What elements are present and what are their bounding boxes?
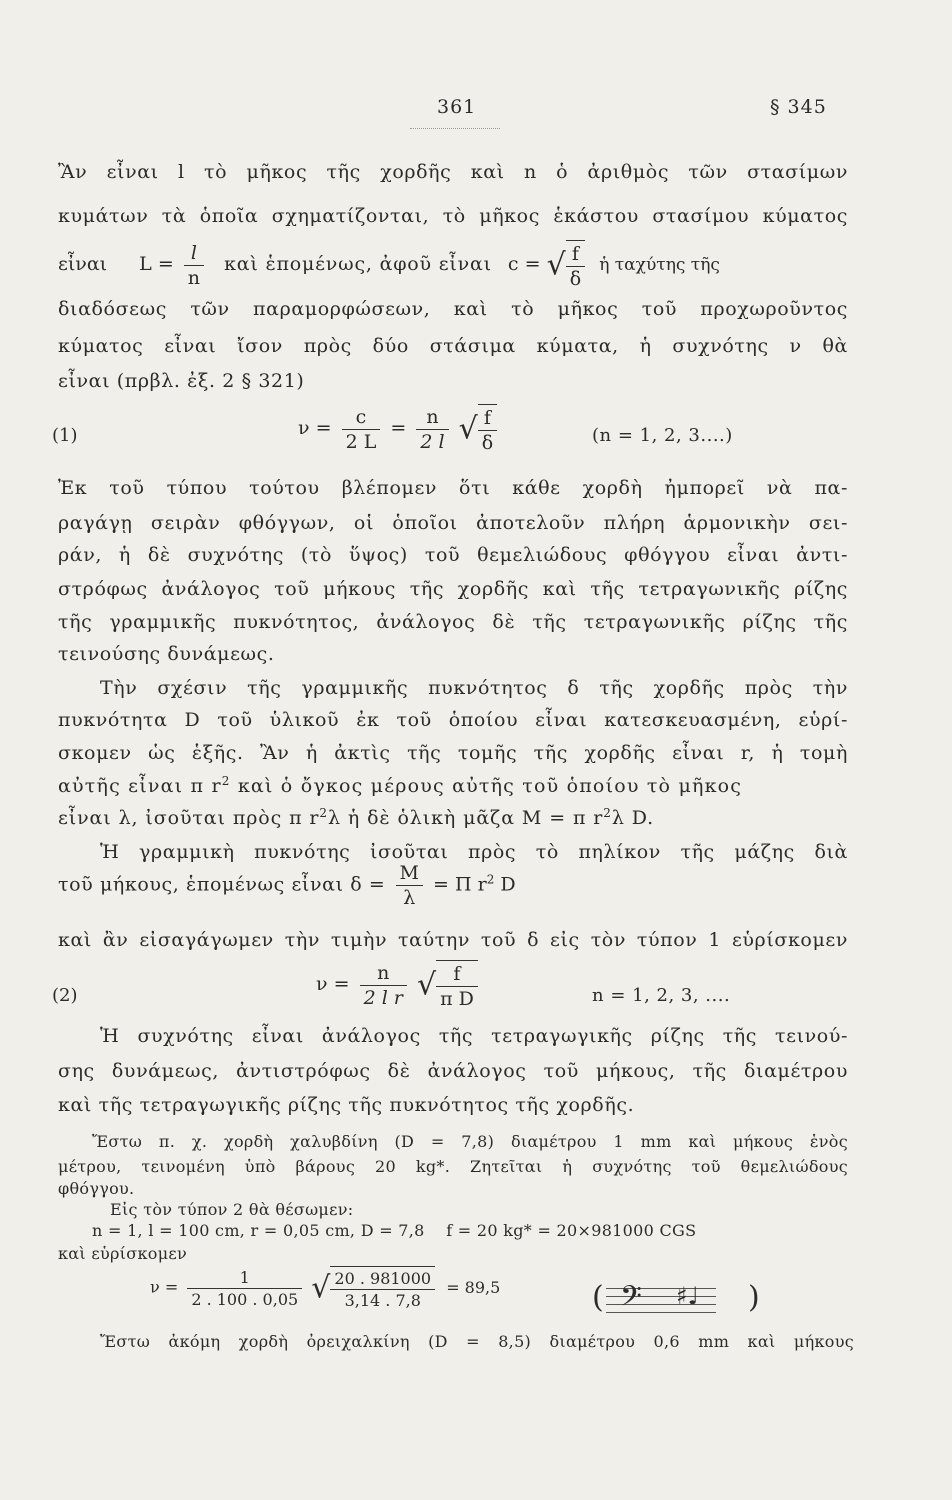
fraction-numeric: $\frac{1}{2 . 100 . 0,05}$ — [187, 1268, 302, 1309]
text-line: καὶ ἂν εἰσαγάγωμεν τὴν τιμὴν ταύτην τοῦ δ εἰς τὸν τύπον 1 εὑρίσκομεν — [58, 929, 848, 951]
text-line: εἶναι λ, ἰσοῦται πρὸς π $r^2\lambda$ ἡ δὲ ὁλικὴ μᾶζα M = π $r^2\lambda$ D. — [58, 806, 655, 829]
fraction-n-over-2l: $\frac{n}{2 l}$ — [416, 406, 448, 453]
text-line: κυμάτων τὰ ὁποῖα σχηματίζονται, τὸ μῆκος ἑκάστου στασίμου κύματος — [58, 205, 848, 227]
text-line: Τὴν σχέσιν τῆς γραμμικῆς πυκνότητος δ τῆς χορδῆς πρὸς τὴν — [100, 677, 848, 699]
text-line: Ἐκ τοῦ τύπου τούτου βλέπομεν ὅτι κάθε χορδὴ ἠμπορεῖ νὰ πα- — [58, 477, 848, 499]
page-number: 361 — [437, 96, 477, 118]
text: καὶ ἑπομένως, ἀφοῦ εἶναι — [224, 253, 492, 275]
sqrt-numeric: √ $\frac{20 . 981000}{3,14 . 7,8}$ — [311, 1266, 435, 1310]
text-line: ράν, ἡ δὲ συχνότης (τὸ ὕψος) τοῦ θεμελιώδους φθόγγου εἶναι ἀντι- — [58, 544, 848, 566]
c-lhs: c = — [507, 253, 541, 275]
example-line: καὶ εὑρίσκομεν — [58, 1244, 188, 1263]
text-line: τεινούσης δυνάμεως. — [58, 643, 275, 665]
L-lhs: L = — [139, 253, 174, 275]
equation-label-2: (2) — [52, 985, 78, 1006]
text-line: ραγάγῃ σειρὰν φθόγγων, οἱ ὁποῖοι ἀποτελοῦν πλήρη ἁρμονικὴν σει- — [58, 512, 848, 534]
equation-3: ν = $\frac{1}{2 . 100 . 0,05}$ √ $\frac{20 . 981000}{3,14 . 7,8}$ = 89,5 — [150, 1267, 501, 1310]
text-line: αὐτῆς εἶναι π $r^2$ καὶ ὁ ὄγκος μέρους αὐτῆς τοῦ ὁποίου τὸ μῆκος — [58, 774, 743, 797]
delta-equation-line: τοῦ μήκους, ἑπομένως εἶναι δ = $\frac{M}{\lambda}$ = Π $r^2$ D — [58, 862, 516, 909]
example-line: φθόγγου. — [58, 1179, 135, 1198]
equation-label-1: (1) — [52, 425, 78, 446]
sqrt-f-over-delta: √ $\frac{f}{\delta}$ — [547, 240, 586, 290]
equation-2: ν = $\frac{n}{\text{2 l r}}$ √ $\frac{f}{\text{π D}}$ — [316, 960, 478, 1010]
header-rule — [410, 128, 500, 129]
text-line: κύματος εἶναι ἴσον πρὸς δύο στάσιμα κύματα, ἡ συχνότης ν θὰ — [58, 335, 848, 357]
text-line: σης δυνάμεως, ἀντιστρόφως δὲ ἀνάλογος τοῦ μήκους, τῆς διαμέτρου — [58, 1060, 848, 1082]
text: εἶναι — [58, 253, 108, 275]
text-line: πυκνότητα D τοῦ ὑλικοῦ ἐκ τοῦ ὁποίου εἶναι κατεσκευασμένη, εὑρί- — [58, 709, 848, 731]
equation-1: ν = $\frac{c}{2 L}$ = $\frac{n}{2 l}$ √ $\frac{f}{\delta}$ — [298, 404, 497, 454]
equation-2-condition: n = 1, 2, 3, .... — [592, 985, 731, 1006]
example-values-line: n = 1, l = 100 cm, r = 0,05 cm, D = 7,8 f = 20 kg* = 20×981000 CGS — [92, 1221, 697, 1240]
text-line: σκομεν ὡς ἑξῆς. Ἂν ἡ ἀκτὶς τῆς τομῆς τῆς χορδῆς εἶναι r, ἡ τομὴ — [58, 742, 848, 764]
bass-clef-icon: 𝄢 — [620, 1280, 642, 1320]
text-line: Ἡ γραμμικὴ πυκνότης ἰσοῦται πρὸς τὸ πηλίκον τῆς μάζης διὰ — [100, 841, 848, 863]
text-line: καὶ τῆς τετραγωγικῆς ρίζης τῆς πυκνότητος τῆς χορδῆς. — [58, 1094, 635, 1116]
L-definition-line — [58, 240, 858, 290]
music-notation: ( 𝄢 ♯♩ ) — [592, 1280, 760, 1320]
fraction-c-over-2L: $\frac{c}{2 L}$ — [342, 406, 381, 453]
fraction-M-over-lambda: $\frac{M}{\lambda}$ — [396, 862, 423, 909]
fraction-l-over-n: $\frac{l}{n}$ — [184, 242, 204, 289]
section-marker: § 345 — [770, 96, 827, 118]
text-line: στρόφως ἀνάλογος τοῦ μήκους τῆς χορδῆς καὶ τῆς τετραγωνικῆς ρίζης — [58, 578, 848, 600]
text-line: διαδόσεως τῶν παραμορφώσεων, καὶ τὸ μῆκος τοῦ προχωροῦντος — [58, 298, 848, 320]
sqrt-f-over-piD: √ $\frac{f}{\text{π D}}$ — [417, 960, 478, 1010]
sharp-note-icon: ♯♩ — [676, 1282, 699, 1310]
text-line: τῆς γραμμικῆς πυκνότητος, ἀνάλογος δὲ τῆς τετραγωνικῆς ρίζης τῆς — [58, 611, 848, 633]
text-line: Ἔστω ἀκόμη χορδὴ ὀρειχαλκίνη (D = 8,5) διαμέτρου 0,6 mm καὶ μήκους — [100, 1332, 854, 1351]
equation-1-condition: (n = 1, 2, 3....) — [592, 425, 733, 446]
text: ἡ ταχύτης τῆς — [599, 255, 720, 275]
sqrt-f-over-delta: √ $\frac{f}{\delta}$ — [459, 404, 498, 454]
text-line: Ἂν εἶναι l τὸ μῆκος τῆς χορδῆς καὶ n ὁ ἀριθμὸς τῶν στασίμων — [58, 161, 848, 183]
text-line: εἶναι (πρβλ. ἐξ. 2 § 321) — [58, 370, 305, 392]
fraction-n-over-2lr: $\frac{n}{\text{2 l r}}$ — [360, 962, 407, 1009]
example-line: μέτρου, τεινομένη ὑπὸ βάρους 20 kg*. Ζητεῖται ἡ συχνότης τοῦ θεμελιώδους — [58, 1157, 848, 1176]
text-line: Ἡ συχνότης εἶναι ἀνάλογος τῆς τετραγωγικῆς ρίζης τῆς τεινού- — [100, 1025, 848, 1047]
example-line: Ἔστω π. χ. χορδὴ χαλυβδίνη (D = 7,8) διαμέτρου 1 mm καὶ μήκους ἑνὸς — [92, 1132, 848, 1151]
example-line: Εἰς τὸν τύπον 2 θὰ θέσωμεν: — [110, 1200, 354, 1219]
